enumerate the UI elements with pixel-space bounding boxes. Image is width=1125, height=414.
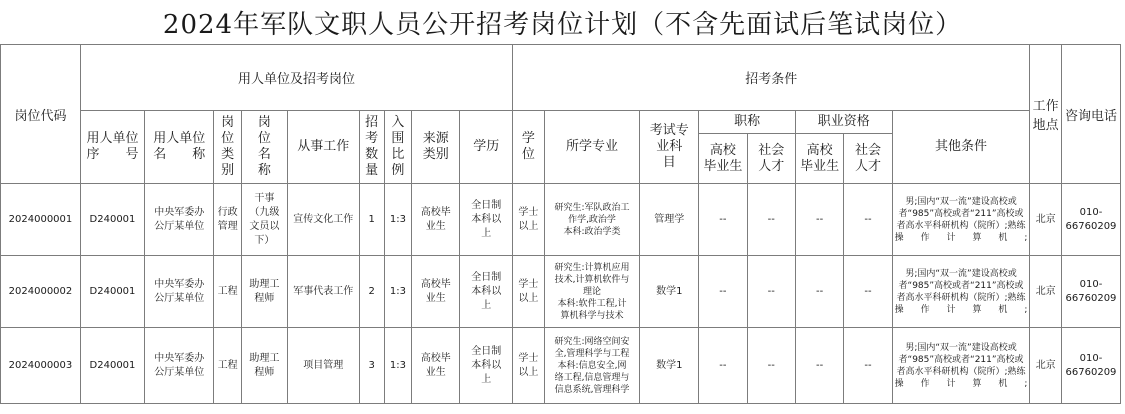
header-major: 所学专业 [544, 111, 640, 184]
cell-qual-social: -- [844, 184, 892, 256]
table-row [1, 184, 1121, 256]
header-post-code: 岗位代码 [1, 45, 81, 184]
recruitment-table [0, 44, 1121, 404]
header-title-social: 社会 人才 [747, 134, 795, 184]
cell-phone: 010- 66760209 [1061, 184, 1120, 256]
header-phone: 咨询电话 [1061, 45, 1120, 184]
cell-post-type: 工程 [214, 256, 241, 328]
header-quota: 招 考 数 量 [359, 111, 384, 184]
cell-phone: 010- 66760209 [1061, 328, 1120, 404]
cell-duty: 军事代表工作 [288, 256, 360, 328]
header-employer-group: 用人单位及招考岗位 [80, 45, 512, 111]
cell-exam-subject: 数学1 [640, 328, 699, 404]
cell-other: 男;国内“双一流”建设高校或者“985”高校或者“211”高校或者高水平科研机构（院所）;熟练操作计算机; [892, 256, 1030, 328]
cell-location: 北京 [1030, 256, 1062, 328]
cell-exam-subject: 数学1 [640, 256, 699, 328]
cell-education: 全日制 本科以 上 [460, 256, 513, 328]
cell-duty: 项目管理 [288, 328, 360, 404]
cell-post-name: 助理工 程师 [241, 256, 287, 328]
cell-major: 研究生:网络空间安 全,管理科学与工程 本科:信息安全,网 络工程,信息管理与 信息系统,管理科学 [544, 328, 640, 404]
cell-ratio: 1:3 [384, 256, 411, 328]
cell-other: 男;国内“双一流”建设高校或者“985”高校或者“211”高校或者高水平科研机构（院所）;熟练操作计算机; [892, 184, 1030, 256]
table-row [1, 328, 1121, 404]
header-degree: 学 位 [513, 111, 545, 184]
cell-unit-name: 中央军委办 公厅某单位 [145, 256, 214, 328]
cell-unit-name: 中央军委办 公厅某单位 [145, 328, 214, 404]
cell-ratio: 1:3 [384, 184, 411, 256]
cell-exam-subject: 管理学 [640, 184, 699, 256]
cell-phone: 010- 66760209 [1061, 256, 1120, 328]
header-other: 其他条件 [892, 111, 1030, 184]
cell-qual-grad: -- [795, 184, 843, 256]
cell-degree: 学士 以上 [513, 256, 545, 328]
header-source: 来源 类别 [412, 111, 460, 184]
cell-code: 2024000003 [1, 328, 81, 404]
cell-ratio: 1:3 [384, 328, 411, 404]
cell-title-social: -- [747, 328, 795, 404]
cell-quota: 3 [359, 328, 384, 404]
header-education: 学历 [460, 111, 513, 184]
header-exam-subject: 考试专 业科 目 [640, 111, 699, 184]
header-row-2 [1, 111, 1121, 134]
cell-unit-seq: D240001 [80, 184, 144, 256]
cell-post-name: 干事 （九级 文员以 下） [241, 184, 287, 256]
cell-location: 北京 [1030, 328, 1062, 404]
cell-quota: 1 [359, 184, 384, 256]
cell-major: 研究生:军队政治工 作学,政治学 本科:政治学类 [544, 184, 640, 256]
cell-source: 高校毕 业生 [412, 256, 460, 328]
cell-post-name: 助理工 程师 [241, 328, 287, 404]
cell-qual-grad: -- [795, 328, 843, 404]
header-title-group: 职称 [699, 111, 796, 134]
cell-degree: 学士 以上 [513, 328, 545, 404]
cell-unit-seq: D240001 [80, 256, 144, 328]
cell-duty: 宣传文化工作 [288, 184, 360, 256]
header-ratio: 入 围 比 例 [384, 111, 411, 184]
cell-degree: 学士 以上 [513, 184, 545, 256]
table-row [1, 256, 1121, 328]
cell-other: 男;国内“双一流”建设高校或者“985”高校或者“211”高校或者高水平科研机构（院所）;熟练操作计算机; [892, 328, 1030, 404]
cell-source: 高校毕 业生 [412, 184, 460, 256]
header-qual-grad: 高校 毕业生 [795, 134, 843, 184]
header-unit-name: 用人单位 名 称 [145, 111, 214, 184]
header-row-1 [1, 45, 1121, 111]
header-duty: 从事工作 [288, 111, 360, 184]
cell-source: 高校毕 业生 [412, 328, 460, 404]
page-title: 2024年军队文职人员公开招考岗位计划（不含先面试后笔试岗位） [162, 9, 963, 40]
header-post-name: 岗 位 名 称 [241, 111, 287, 184]
header-unit-seq: 用人单位 序 号 [80, 111, 144, 184]
cell-unit-seq: D240001 [80, 328, 144, 404]
header-title-grad: 高校 毕业生 [699, 134, 747, 184]
cell-education: 全日制 本科以 上 [460, 184, 513, 256]
cell-post-type: 行政 管理 [214, 184, 241, 256]
cell-post-type: 工程 [214, 328, 241, 404]
header-post-type: 岗 位 类 别 [214, 111, 241, 184]
cell-qual-social: -- [844, 256, 892, 328]
header-qualification-group: 职业资格 [795, 111, 892, 134]
cell-qual-grad: -- [795, 256, 843, 328]
cell-title-social: -- [747, 184, 795, 256]
cell-title-social: -- [747, 256, 795, 328]
cell-unit-name: 中央军委办 公厅某单位 [145, 184, 214, 256]
header-conditions-group: 招考条件 [513, 45, 1030, 111]
cell-title-grad: -- [699, 328, 747, 404]
cell-major: 研究生:计算机应用 技术,计算机软件与 理论 本科:软件工程,计 算机科学与技术 [544, 256, 640, 328]
cell-code: 2024000001 [1, 184, 81, 256]
cell-location: 北京 [1030, 184, 1062, 256]
header-work-location: 工作 地点 [1030, 45, 1062, 184]
cell-title-grad: -- [699, 184, 747, 256]
cell-code: 2024000002 [1, 256, 81, 328]
header-qual-social: 社会 人才 [844, 134, 892, 184]
cell-title-grad: -- [699, 256, 747, 328]
cell-qual-social: -- [844, 328, 892, 404]
cell-education: 全日制 本科以 上 [460, 328, 513, 404]
cell-quota: 2 [359, 256, 384, 328]
